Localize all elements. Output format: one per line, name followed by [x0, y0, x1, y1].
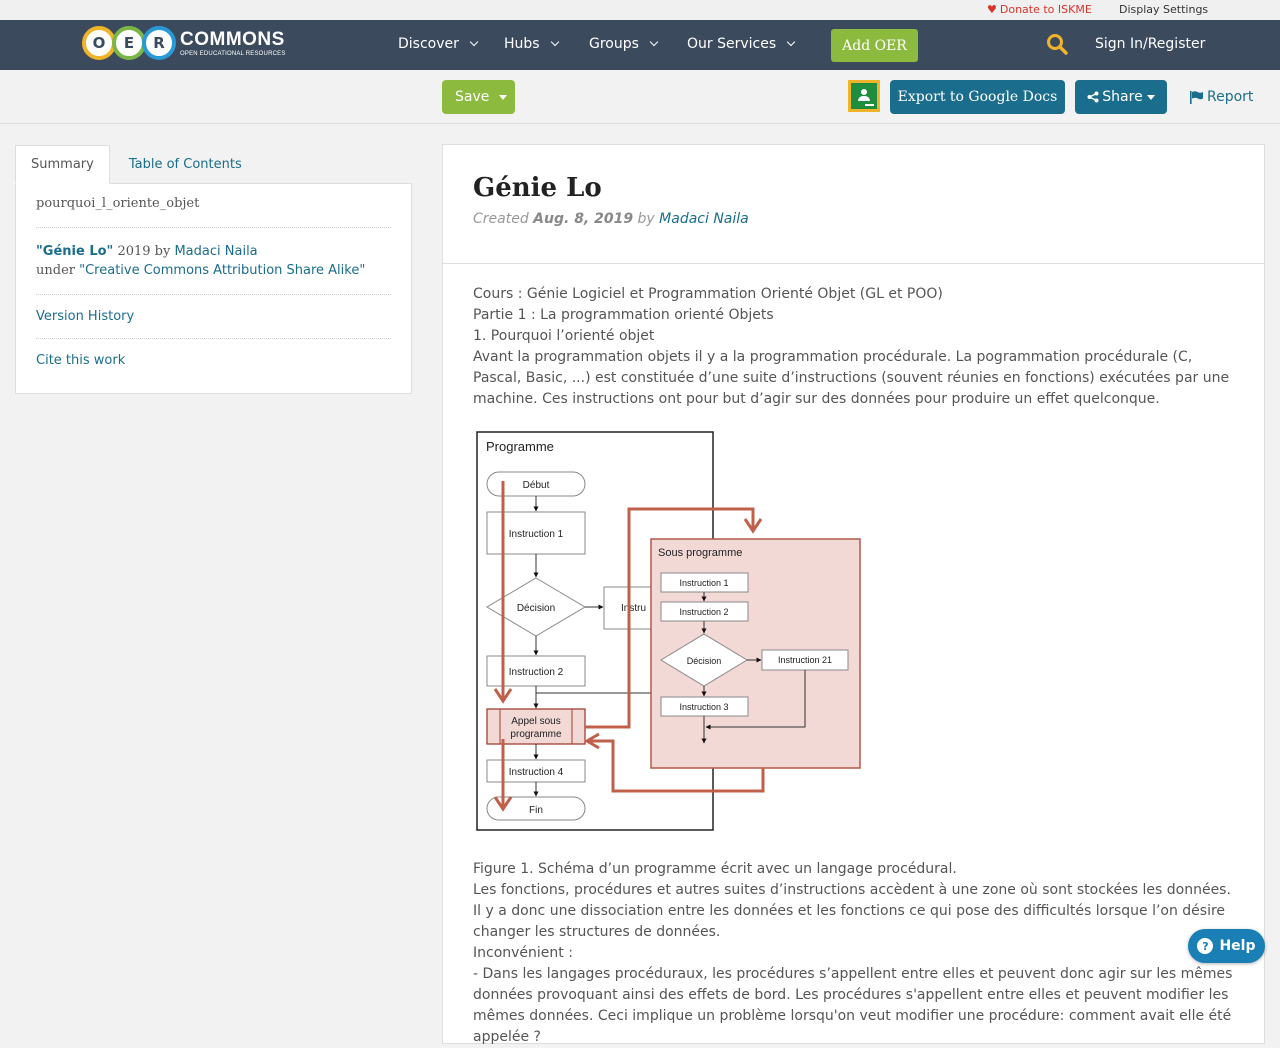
add-oer-button[interactable]: Add OER: [831, 29, 918, 62]
logo-letter-r: R: [142, 26, 176, 60]
flag-icon: [1190, 91, 1204, 104]
paragraph: Cours : Génie Logiciel et Programmation Orienté Objet (GL et POO): [473, 286, 943, 302]
help-label: Help: [1219, 938, 1256, 954]
procedural-flowchart-figure: [473, 429, 865, 832]
programme-label: Programme: [486, 439, 554, 454]
created-label: Created: [473, 211, 534, 227]
chevron-down-icon: [650, 38, 658, 46]
google-classroom-icon[interactable]: [848, 80, 880, 112]
logo-tagline: OPEN EDUCATIONAL RESOURCES: [180, 50, 286, 57]
main-navbar: [0, 20, 1280, 70]
nav-discover[interactable]: [398, 36, 477, 52]
chevron-down-icon: [787, 38, 795, 46]
sub-decision-label: Décision: [686, 656, 722, 666]
share-label: Share: [1102, 89, 1143, 105]
appel-label-2: programme: [510, 729, 562, 740]
logo-wordmark: [180, 30, 286, 57]
resource-content: [442, 144, 1265, 1044]
heart-icon: ♥: [987, 3, 997, 16]
save-label: Save: [455, 89, 490, 105]
decision-label: Décision: [516, 603, 556, 614]
nav-our-services-label: Our Services: [687, 36, 777, 52]
appel-label-1: Appel sous: [511, 716, 561, 727]
instruction-1-label: Instruction 1: [508, 529, 564, 540]
resource-toolbar: [0, 70, 1280, 124]
license-link[interactable]: "Creative Commons Attribution Share Alike": [79, 263, 366, 278]
version-history-row: [36, 295, 391, 339]
caret-down-icon: [1147, 95, 1155, 100]
instruction-4-label: Instruction 4: [508, 767, 564, 778]
author-link[interactable]: Madaci Naila: [659, 211, 749, 227]
save-button[interactable]: [442, 80, 515, 114]
paragraph: Les fonctions, procédures et autres suites d’instructions accèdent à une zone où sont stockées les données. Il y a donc une dissociation entre les données et les fonctions ce qui pose des difficultés lorsque l’on désire changer les structures de données.: [473, 882, 1231, 940]
attribution-year: 2019 by: [113, 244, 175, 259]
report-link[interactable]: [1190, 89, 1253, 105]
instruction-2-label: Instruction 2: [508, 667, 564, 678]
sub-instruction-3-label: Instruction 3: [679, 702, 729, 712]
by-label: by: [633, 211, 660, 227]
search-icon[interactable]: [1046, 33, 1068, 55]
tab-summary[interactable]: Summary: [15, 145, 110, 184]
question-icon: ?: [1197, 938, 1213, 954]
paragraph: 1. Pourquoi l’orienté objet: [473, 328, 655, 344]
attribution-title[interactable]: "Génie Lo": [36, 244, 114, 259]
version-history-link[interactable]: Version History: [36, 309, 135, 324]
help-button[interactable]: [1188, 929, 1265, 963]
resource-slug: pourquoi_l_oriente_objet: [36, 196, 391, 228]
share-icon: [1087, 91, 1099, 103]
attribution-author-link[interactable]: Madaci Naila: [174, 244, 258, 259]
chevron-down-icon: [470, 38, 478, 46]
debut-label: Début: [522, 480, 550, 491]
created-date: Aug. 8, 2019: [533, 211, 634, 227]
sub-instruction-1-label: Instruction 1: [679, 578, 729, 588]
nav-groups-label: Groups: [589, 36, 639, 52]
display-settings-link[interactable]: Display Settings: [1119, 3, 1209, 16]
figure-caption: Figure 1. Schéma d’un programme écrit avec un langage procédural.: [473, 861, 957, 877]
paragraph: - Dans les langages procéduraux, les procédures s’appellent entre elles et peuvent donc agir sur les mêmes données provoquant ainsi des effets de bord. Les procédures s'appellent entre elles et peuvent modifier les mêmes données. Ceci implique un problème lorsqu'on veut modifier une procédure: comment avait elle été appelée ?: [473, 966, 1233, 1045]
oer-commons-logo[interactable]: [82, 26, 286, 60]
paragraph: Partie 1 : La programmation orienté Objets: [473, 307, 774, 323]
logo-word: COMMONS: [180, 28, 285, 50]
share-button[interactable]: [1075, 80, 1167, 114]
nav-hubs-label: Hubs: [504, 36, 540, 52]
instruction-truncated-label: Instru: [621, 603, 647, 614]
cite-this-work-link[interactable]: Cite this work: [36, 353, 126, 368]
report-label: Report: [1207, 89, 1254, 105]
content-header: [443, 145, 1264, 264]
cite-row: [36, 339, 391, 382]
sous-programme-label: Sous programme: [658, 547, 743, 559]
attribution-under: under: [36, 263, 80, 278]
content-body: [443, 264, 1264, 1048]
nav-our-services[interactable]: [687, 36, 794, 52]
donate-link[interactable]: [987, 3, 1092, 16]
tab-table-of-contents[interactable]: Table of Contents: [128, 157, 242, 172]
nav-groups[interactable]: [589, 36, 657, 52]
logo-letter-o: O: [82, 26, 116, 60]
export-google-docs-button[interactable]: Export to Google Docs: [890, 80, 1065, 114]
sub-instruction-21-label: Instruction 21: [777, 655, 833, 665]
logo-letter-e: E: [112, 26, 146, 60]
page-title: Génie Lo: [473, 173, 602, 203]
nav-discover-label: Discover: [398, 36, 459, 52]
attribution: [36, 228, 391, 295]
sidebar-tabs: [15, 145, 257, 184]
utility-bar: [0, 0, 1280, 20]
sub-instruction-2-label: Instruction 2: [679, 607, 729, 617]
paragraph: Avant la programmation objets il y a la programmation procédurale. La pogrammation procédurale (C, Pascal, Basic, ...) est constituée d’une suite d’instructions (souvent réunies en fonctions) exécutées par une machine. Ces instructions ont pour but d’agir sur des données pour produire un effet quelconque.: [473, 349, 1230, 407]
paragraph: Inconvénient :: [473, 945, 573, 961]
nav-hubs[interactable]: [504, 36, 558, 52]
donate-label: Donate to ISKME: [999, 3, 1092, 16]
created-meta: [473, 211, 1234, 227]
summary-panel: [15, 183, 412, 394]
caret-down-icon: [499, 95, 507, 100]
chevron-down-icon: [550, 38, 558, 46]
fin-label: Fin: [529, 805, 543, 816]
sign-in-register-link[interactable]: Sign In/Register: [1095, 36, 1206, 52]
